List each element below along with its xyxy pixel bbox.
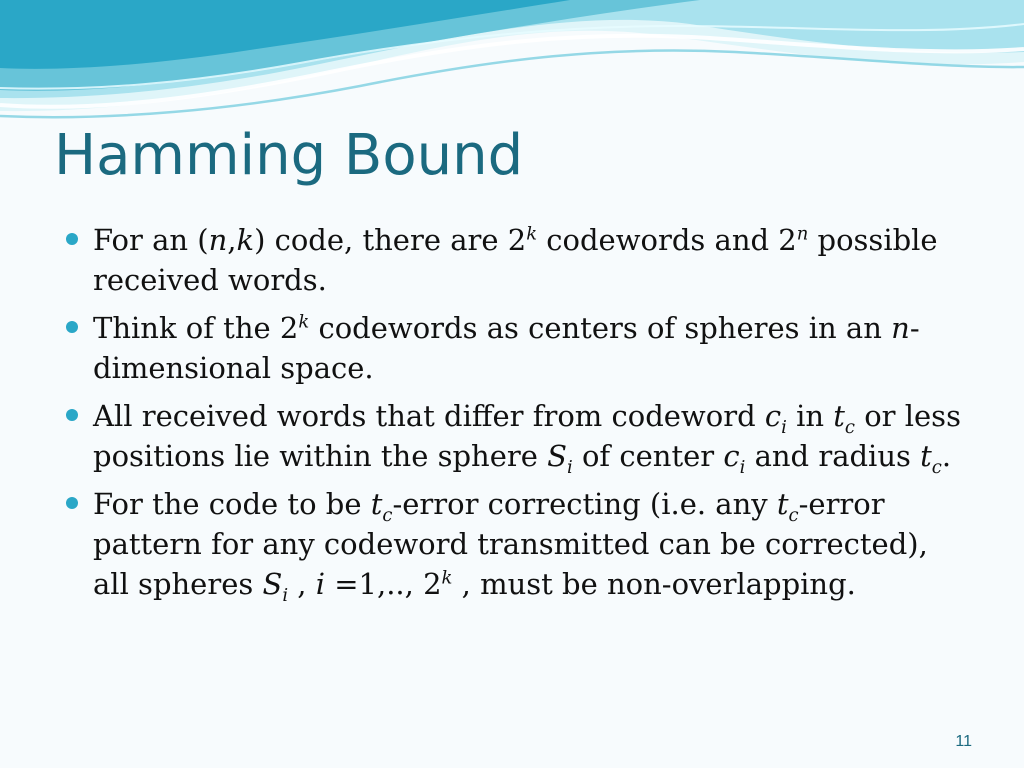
bullet-dot-icon	[66, 233, 78, 245]
bullet-dot-icon	[66, 409, 78, 421]
text-run: =1,.., 2	[325, 567, 442, 601]
bullet-item	[66, 396, 966, 476]
text-run: ,	[288, 567, 316, 601]
text-run: -dimensional space.	[93, 311, 920, 385]
text-run: t	[370, 487, 383, 521]
subscript-text: c	[844, 416, 855, 438]
bullet-dot-icon	[66, 497, 78, 509]
text-run: , must be non-overlapping.	[452, 567, 856, 601]
bullet-text	[93, 311, 920, 385]
text-run: k	[236, 223, 255, 257]
text-run: S	[547, 439, 567, 473]
bullet-item	[66, 308, 966, 388]
text-run: .	[941, 439, 952, 473]
subscript-text: c	[382, 504, 393, 526]
text-run: possible received words.	[93, 223, 938, 297]
text-run: S	[262, 567, 283, 601]
text-run: in	[786, 399, 834, 433]
superscript-text: k	[298, 311, 310, 333]
subscript-text: i	[781, 416, 787, 438]
superscript-text: k	[526, 223, 538, 245]
text-run: codewords and 2	[537, 223, 797, 257]
text-run: t	[920, 439, 932, 473]
text-run: of center	[572, 439, 724, 473]
page-number: 11	[955, 733, 972, 750]
bullet-item	[66, 484, 966, 604]
text-run: c	[764, 399, 782, 433]
superscript-text: k	[441, 567, 453, 589]
subscript-text: c	[788, 504, 799, 526]
bullet-text	[93, 487, 928, 606]
subscript-text: i	[567, 456, 573, 478]
bullet-item	[66, 220, 966, 300]
superscript-text: n	[796, 223, 809, 245]
text-run: n	[891, 311, 910, 345]
text-run: n	[208, 223, 228, 257]
bullet-list	[66, 220, 966, 612]
subscript-text: c	[931, 456, 942, 478]
bullet-text	[93, 399, 961, 478]
bullet-text	[93, 223, 938, 297]
subscript-text: i	[739, 456, 746, 478]
text-run: codewords as centers of spheres in an	[309, 311, 892, 345]
text-run: or less positions lie within the sphere	[93, 399, 961, 473]
text-run: -error correcting (i.e. any	[392, 487, 777, 521]
text-run: For an (	[93, 223, 209, 257]
text-run: ) code, there are 2	[254, 223, 527, 257]
text-run: Think of the 2	[93, 311, 299, 345]
text-run: i	[315, 567, 326, 601]
text-run: All received words that differ from codeword	[93, 399, 765, 433]
header-wave-decoration	[0, 0, 1024, 130]
bullet-dot-icon	[66, 321, 78, 333]
text-run: c	[723, 439, 740, 473]
text-run: t	[776, 487, 789, 521]
text-run: t	[833, 399, 845, 433]
text-run: For the code to be	[93, 487, 371, 521]
slide-title: Hamming Bound	[54, 123, 524, 188]
text-run: ,	[227, 223, 237, 257]
text-run: and radius	[745, 439, 921, 473]
subscript-text: i	[282, 584, 289, 606]
text-run: -error pattern for any codeword transmitted can be corrected), all spheres	[93, 487, 928, 601]
